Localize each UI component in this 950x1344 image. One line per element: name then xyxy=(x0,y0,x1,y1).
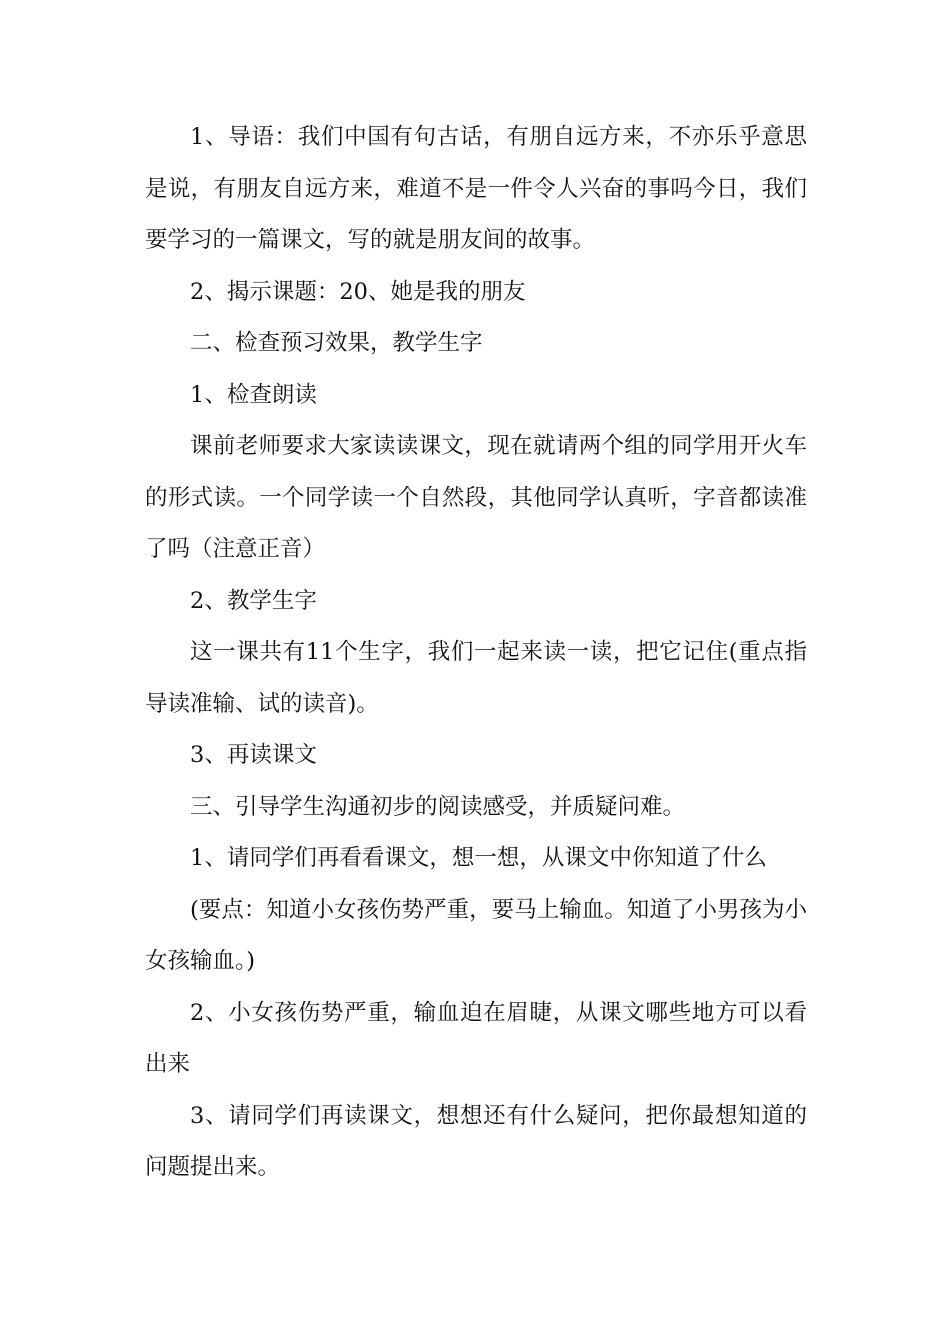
paragraph-question-1: 1、请同学们再看看课文，想一想，从课文中你知道了什么 xyxy=(190,845,767,871)
paragraph-intro: 1、导语：我们中国有句古话，有朋自远方来，不亦乐乎意思是说，有朋友自远方来，难道不是一件令人兴奋的事吗今日，我们要学习的一篇课文，写的就是朋友间的故事。 xyxy=(145,124,807,253)
paragraph-reread: 3、再读课文 xyxy=(190,742,317,768)
paragraph-reading-instructions: 课前老师要求大家读读课文，现在就请两个组的同学用开火车的形式读。一个同学读一个自然段，其他同学认真听，字音都读准了吗（注意正音） xyxy=(145,433,807,562)
paragraph-lesson-title: 2、揭示课题：20、她是我的朋友 xyxy=(190,278,526,305)
paragraph-check-reading: 1、检查朗读 xyxy=(190,381,317,408)
paragraph-question-3: 3、请同学们再读课文，想想还有什么疑问，把你最想知道的问题提出来。 xyxy=(145,1102,807,1180)
paragraph-teach-characters: 2、教学生字 xyxy=(190,587,317,614)
paragraph-question-2: 2、小女孩伤势严重，输血迫在眉睫，从课文哪些地方可以看出来 xyxy=(145,999,807,1077)
paragraph-characters-detail: 这一课共有11个生字，我们一起来读一读，把它记住(重点指导读准输、试的读音)。 xyxy=(145,639,807,717)
section-heading-2: 二、检查预习效果，教学生字 xyxy=(190,330,483,356)
paragraph-key-points: (要点：知道小女孩伤势严重，要马上输血。知道了小男孩为小女孩输血。) xyxy=(145,896,807,974)
document-body xyxy=(145,112,807,1194)
section-heading-3: 三、引导学生沟通初步的阅读感受，并质疑问难。 xyxy=(190,793,686,820)
